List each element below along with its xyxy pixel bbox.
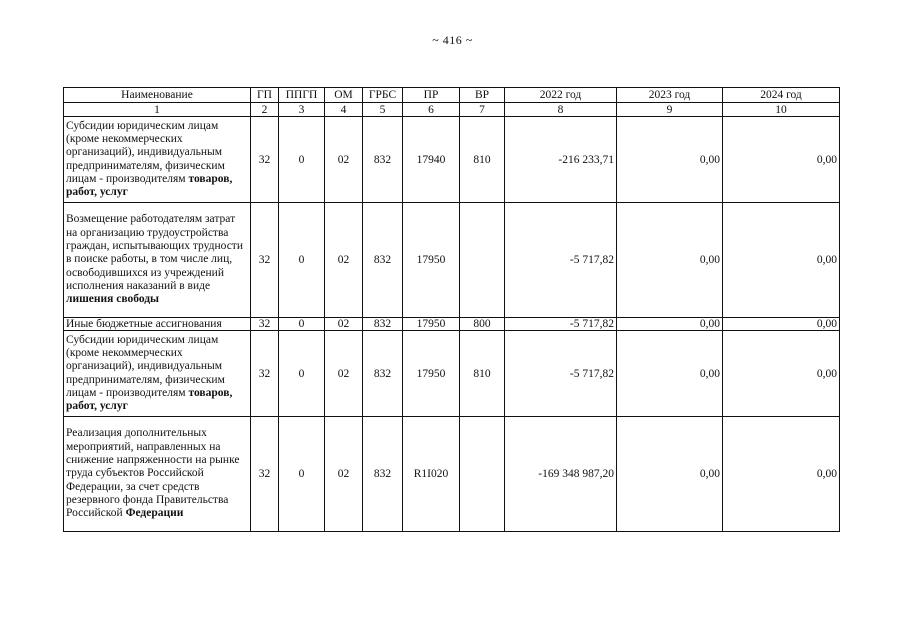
row-name: Субсидии юридическим лицам (кроме некоммерческих организаций), индивидуальным предпринимателям, физическим лицам - производителям (66, 333, 225, 399)
cell-vr: 810 (460, 331, 505, 417)
cell-vr: 810 (460, 117, 505, 203)
col-number: 6 (403, 103, 460, 117)
row-name-cell (64, 318, 251, 331)
cell-gp: 32 (251, 318, 279, 331)
col-number: 4 (325, 103, 363, 117)
row-name-bold: товаров, работ, услуг (66, 172, 233, 199)
cell-vr (460, 203, 505, 318)
col-number: 5 (363, 103, 403, 117)
cell-ppgp: 0 (279, 117, 325, 203)
cell-2022: -169 348 987,20 (505, 417, 617, 532)
cell-grbs: 832 (363, 331, 403, 417)
cell-2023: 0,00 (617, 203, 723, 318)
cell-vr (460, 417, 505, 532)
col-header-2024: 2024 год (723, 88, 840, 103)
cell-pr: 17940 (403, 117, 460, 203)
cell-gp: 32 (251, 417, 279, 532)
page-number: ~ 416 ~ (432, 33, 473, 47)
row-name-cell (64, 117, 251, 203)
cell-2022: -5 717,82 (505, 331, 617, 417)
row-name-cell (64, 417, 251, 532)
cell-vr: 800 (460, 318, 505, 331)
cell-2024: 0,00 (723, 318, 840, 331)
cell-gp: 32 (251, 203, 279, 318)
cell-pr: 17950 (403, 203, 460, 318)
cell-grbs: 832 (363, 417, 403, 532)
col-header-vr: ВР (460, 88, 505, 103)
row-name: Субсидии юридическим лицам (кроме некоммерческих организаций), индивидуальным предпринимателям, физическим лицам - производителям (66, 119, 225, 185)
cell-2023: 0,00 (617, 117, 723, 203)
cell-pr: R1I020 (403, 417, 460, 532)
col-header-2023: 2023 год (617, 88, 723, 103)
cell-2024: 0,00 (723, 331, 840, 417)
col-number: 10 (723, 103, 840, 117)
budget-table (63, 87, 840, 532)
row-name-bold: товаров, работ, услуг (66, 386, 233, 413)
row-name: Возмещение работодателям затрат на организацию трудоустройства граждан, испытывающих трудности в поиске работы, в том числе лиц, освободившихся из учреждений исполнения наказаний в виде (66, 213, 243, 292)
cell-ppgp: 0 (279, 331, 325, 417)
row-name: Иные бюджетные ассигнования (66, 318, 222, 330)
cell-grbs: 832 (363, 117, 403, 203)
row-name-cell (64, 203, 251, 318)
col-header-name: Наименование (64, 88, 251, 103)
cell-om: 02 (325, 117, 363, 203)
cell-om: 02 (325, 318, 363, 331)
row-name-bold: Федерации (125, 507, 184, 520)
row-name-cell (64, 331, 251, 417)
col-number: 7 (460, 103, 505, 117)
row-name-bold: лишения свободы (66, 293, 160, 306)
table-row (64, 331, 840, 417)
cell-ppgp: 0 (279, 417, 325, 532)
cell-pr: 17950 (403, 331, 460, 417)
cell-2024: 0,00 (723, 117, 840, 203)
col-header-om: ОМ (325, 88, 363, 103)
cell-2022: -5 717,82 (505, 318, 617, 331)
cell-2023: 0,00 (617, 417, 723, 532)
col-header-gp: ГП (251, 88, 279, 103)
cell-2024: 0,00 (723, 203, 840, 318)
col-header-pr: ПР (403, 88, 460, 103)
cell-om: 02 (325, 417, 363, 532)
cell-2022: -216 233,71 (505, 117, 617, 203)
cell-pr: 17950 (403, 318, 460, 331)
col-header-grbs: ГРБС (363, 88, 403, 103)
row-name: Реализация дополнительных мероприятий, направленных на снижение напряженности на рынке труда субъектов Российской Федерации, за счет средств резервного фонда Правительства Российской (66, 427, 240, 520)
cell-ppgp: 0 (279, 318, 325, 331)
col-number: 2 (251, 103, 279, 117)
cell-grbs: 832 (363, 203, 403, 318)
col-number: 9 (617, 103, 723, 117)
cell-2024: 0,00 (723, 417, 840, 532)
col-number: 8 (505, 103, 617, 117)
cell-2022: -5 717,82 (505, 203, 617, 318)
cell-gp: 32 (251, 117, 279, 203)
col-number: 3 (279, 103, 325, 117)
table-row (64, 318, 840, 331)
table-row (64, 417, 840, 532)
cell-om: 02 (325, 331, 363, 417)
cell-2023: 0,00 (617, 331, 723, 417)
cell-grbs: 832 (363, 318, 403, 331)
table-row (64, 203, 840, 318)
col-header-2022: 2022 год (505, 88, 617, 103)
column-number-row (64, 103, 840, 117)
cell-2023: 0,00 (617, 318, 723, 331)
col-header-ppgp: ППГП (279, 88, 325, 103)
cell-ppgp: 0 (279, 203, 325, 318)
col-number: 1 (64, 103, 251, 117)
table-row (64, 117, 840, 203)
cell-gp: 32 (251, 331, 279, 417)
cell-om: 02 (325, 203, 363, 318)
header-row (64, 88, 840, 103)
